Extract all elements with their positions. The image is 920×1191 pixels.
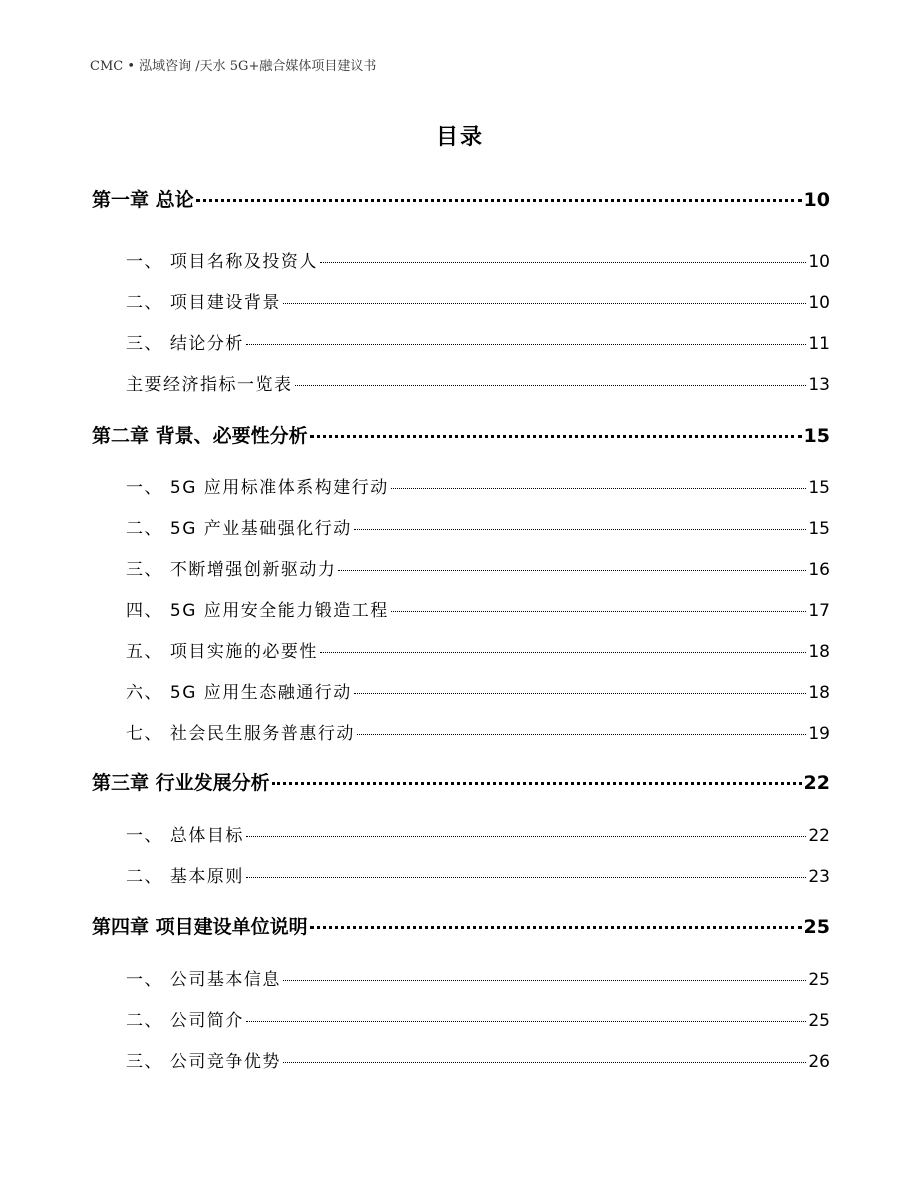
toc-page-number: 18	[808, 683, 830, 703]
dot-leader	[320, 262, 806, 263]
dot-leader	[320, 652, 806, 653]
dot-leader	[357, 734, 806, 735]
dot-leader	[246, 1021, 806, 1022]
toc-page-number: 19	[808, 724, 830, 744]
toc-section[interactable]	[126, 862, 830, 887]
dot-leader	[196, 199, 802, 202]
toc-entry-text: 一、 项目名称及投资人	[126, 252, 318, 272]
toc-chapter[interactable]	[92, 185, 830, 212]
toc-page-number: 10	[808, 293, 830, 313]
toc-entry-text: 主要经济指标一览表	[126, 375, 293, 395]
toc-page-number: 25	[808, 1011, 830, 1031]
toc-chapter[interactable]	[92, 421, 830, 448]
toc-page-number: 25	[803, 916, 830, 938]
dot-leader	[246, 836, 806, 837]
toc-entry-text: 七、 社会民生服务普惠行动	[126, 724, 355, 744]
toc-entry-text: 四、 5G 应用安全能力锻造工程	[126, 601, 389, 621]
toc-page-number: 17	[808, 601, 830, 621]
dot-leader	[354, 529, 807, 530]
dot-leader	[354, 693, 807, 694]
dot-leader	[391, 611, 807, 612]
toc-page-number: 22	[803, 772, 830, 794]
toc-entry-text: 二、 5G 产业基础强化行动	[126, 519, 352, 539]
toc-entry-text: 第三章 行业发展分析	[92, 772, 270, 794]
toc-section[interactable]	[126, 596, 830, 621]
toc-section[interactable]	[126, 821, 830, 846]
toc-entry-text: 三、 公司竞争优势	[126, 1052, 281, 1072]
toc-page-number: 15	[808, 519, 830, 539]
toc-entry-text: 三、 不断增强创新驱动力	[126, 560, 337, 580]
toc-page-number: 11	[808, 334, 830, 354]
toc-page-number: 25	[808, 970, 830, 990]
toc-section[interactable]	[126, 678, 830, 703]
toc-page-number: 15	[803, 425, 830, 447]
toc-entry-text: 第一章 总论	[92, 189, 194, 211]
toc-page-number: 10	[803, 189, 830, 211]
toc-entry-text: 第二章 背景、必要性分析	[92, 425, 308, 447]
toc-page-number: 15	[808, 478, 830, 498]
toc-entry-text: 二、 基本原则	[126, 867, 244, 887]
toc-section[interactable]	[126, 288, 830, 313]
toc-page-number: 10	[808, 252, 830, 272]
toc-entry-text: 三、 结论分析	[126, 334, 244, 354]
toc-chapter[interactable]	[92, 912, 830, 939]
toc-section[interactable]	[126, 473, 830, 498]
dot-leader	[310, 926, 802, 929]
dot-leader	[283, 1062, 806, 1063]
toc-page-number: 16	[808, 560, 830, 580]
toc-entry-text: 一、 公司基本信息	[126, 970, 281, 990]
toc-section[interactable]	[126, 1047, 830, 1072]
toc-page-number: 22	[808, 826, 830, 846]
toc-section[interactable]	[126, 329, 830, 354]
toc-page-number: 23	[808, 867, 830, 887]
dot-leader	[283, 980, 806, 981]
page-header: CMC • 泓域咨询 /天水 5G+融合媒体项目建议书	[90, 59, 377, 74]
dot-leader	[246, 877, 806, 878]
toc-entry-text: 六、 5G 应用生态融通行动	[126, 683, 352, 703]
toc-section[interactable]	[126, 370, 830, 395]
dot-leader	[391, 488, 807, 489]
toc-entry-text: 一、 5G 应用标准体系构建行动	[126, 478, 389, 498]
dot-leader	[272, 782, 802, 785]
dot-leader	[310, 435, 802, 438]
toc-page-number: 26	[808, 1052, 830, 1072]
toc-page-number: 18	[808, 642, 830, 662]
toc-entry-text: 一、 总体目标	[126, 826, 244, 846]
toc-section[interactable]	[126, 1006, 830, 1031]
dot-leader	[338, 570, 806, 571]
toc-chapter[interactable]	[92, 768, 830, 795]
toc-entry-text: 二、 项目建设背景	[126, 293, 281, 313]
toc-title: 目录	[435, 125, 484, 150]
toc-section[interactable]	[126, 514, 830, 539]
dot-leader	[246, 344, 806, 345]
toc-section[interactable]	[126, 965, 830, 990]
toc-entry-text: 二、 公司简介	[126, 1011, 244, 1031]
toc-entry-text: 五、 项目实施的必要性	[126, 642, 318, 662]
toc-section[interactable]	[126, 247, 830, 272]
toc-section[interactable]	[126, 637, 830, 662]
dot-leader	[283, 303, 806, 304]
toc-section[interactable]	[126, 555, 830, 580]
toc-entry-text: 第四章 项目建设单位说明	[92, 916, 308, 938]
dot-leader	[295, 385, 807, 386]
toc-section[interactable]	[126, 719, 830, 744]
toc-page-number: 13	[808, 375, 830, 395]
